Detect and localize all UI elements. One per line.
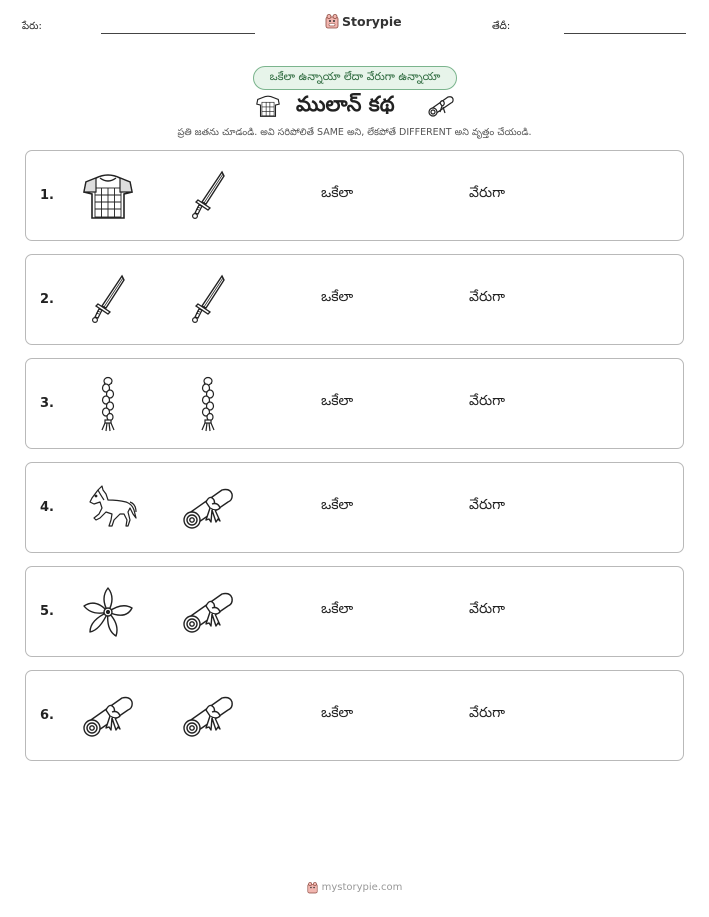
same-option[interactable]: ఒకేలా [321,705,354,721]
question-number: 1. [40,188,54,203]
armor-icon [254,92,282,120]
question-number: 5. [40,604,54,619]
same-option[interactable]: ఒకేలా [321,393,354,409]
question-card [25,150,684,241]
same-option[interactable]: ఒకేలా [321,185,354,201]
question-card [25,670,684,761]
scroll-icon [178,584,238,640]
question-card [25,566,684,657]
flower-icon [78,584,138,640]
date-label: తేదీ: [492,21,511,32]
braid-icon [78,376,138,432]
subtitle-badge [253,66,457,90]
sword-icon [178,168,238,224]
same-option[interactable]: ఒకేలా [321,497,354,513]
different-option[interactable]: వేరుగా [469,705,505,721]
different-option[interactable]: వేరుగా [469,497,505,513]
question-number: 6. [40,708,54,723]
question-number: 2. [40,292,54,307]
date-field[interactable] [564,33,686,34]
sword-icon [78,272,138,328]
page-title: ములాన్ కథ [296,92,395,116]
question-card [25,254,684,345]
armor-icon [78,168,138,224]
scroll-icon [78,688,138,744]
storypie-logo-icon [307,881,318,894]
different-option[interactable]: వేరుగా [469,601,505,617]
name-label: పేరు: [22,21,42,32]
name-field[interactable] [101,33,255,34]
title-row [254,92,460,122]
question-number: 4. [40,500,54,515]
scroll-icon [178,688,238,744]
subtitle-text: ఒకేలా ఉన్నాయా లేదా వేరుగా ఉన్నాయా [269,70,441,83]
brand-name: Storypie [342,13,402,29]
different-option[interactable]: వేరుగా [469,393,505,409]
scroll-icon [426,92,456,120]
different-option[interactable]: వేరుగా [469,289,505,305]
brand [325,13,402,29]
instruction-text: ప్రతి జతను చూడండి. అవి సరిపోలితే SAME అని, లేకపోతే DIFFERENT అని వృత్తం చేయండి. [177,127,532,138]
same-option[interactable]: ఒకేలా [321,289,354,305]
storypie-logo-icon [325,13,339,29]
footer-url: mystorypie.com [321,882,403,893]
sword-icon [178,272,238,328]
footer [0,881,709,894]
same-option[interactable]: ఒకేలా [321,601,354,617]
horse-icon [78,480,138,536]
braid-icon [178,376,238,432]
different-option[interactable]: వేరుగా [469,185,505,201]
question-card [25,462,684,553]
question-card [25,358,684,449]
question-number: 3. [40,396,54,411]
scroll-icon [178,480,238,536]
